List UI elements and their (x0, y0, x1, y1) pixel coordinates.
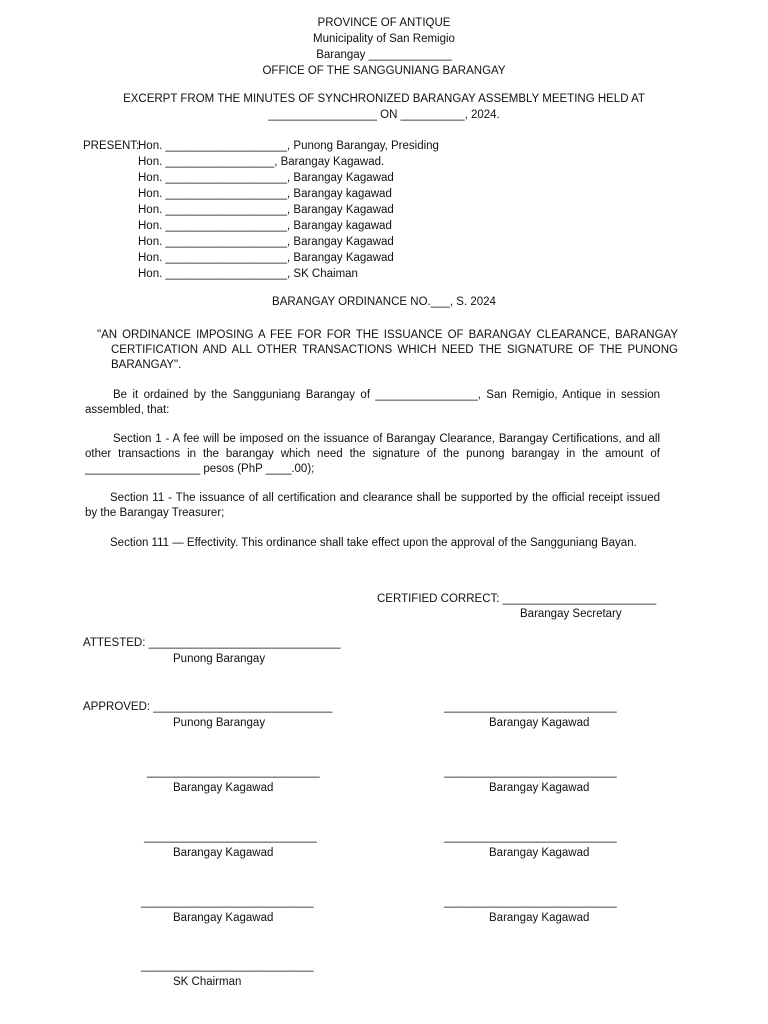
preamble-paragraph: Be it ordained by the Sangguniang Barangay of ________________, San Remigio, Antique in session assembled, that: (85, 389, 660, 416)
kagawad-title: Barangay Kagawad (489, 782, 590, 794)
section-111-paragraph: Section 111 — Effectivity. This ordinance shall take effect upon the approval of the Sangguniang Bayan. (110, 537, 637, 549)
section-11-paragraph: Section 11 - The issuance of all certification and clearance shall be supported by the official receipt issued by the Barangay Treasurer; (85, 492, 660, 519)
present-label: PRESENT: (83, 140, 140, 152)
approved-title: Punong Barangay (173, 717, 266, 729)
office-heading: OFFICE OF THE SANGGUNIANG BARANGAY (262, 65, 506, 77)
present-member: Hon. ___________________, Barangay Kagawad (138, 172, 394, 184)
present-member: Hon. ___________________, Barangay kagawad (138, 220, 392, 232)
kagawad-title: Barangay Kagawad (489, 912, 590, 924)
approved-line: APPROVED: ____________________________ (83, 701, 333, 713)
signature-line: ___________________________ (444, 701, 617, 713)
kagawad-title: Barangay Kagawad (173, 847, 274, 859)
signature-line: ___________________________ (444, 831, 617, 843)
kagawad-title: Barangay Kagawad (489, 847, 590, 859)
present-member: Hon. ___________________, Punong Barangay, Presiding (138, 140, 439, 152)
present-member: Hon. ___________________, Barangay Kagawad (138, 236, 394, 248)
signature-line: ___________________________ (444, 896, 617, 908)
attested-title: Punong Barangay (173, 653, 266, 665)
signature-line: ___________________________ (144, 831, 317, 843)
present-member: Hon. ___________________, Barangay kagawad (138, 188, 392, 200)
sk-chairman-title: SK Chairman (173, 976, 242, 988)
secretary-title: Barangay Secretary (520, 608, 622, 620)
signature-line: ___________________________ (444, 766, 617, 778)
certified-correct-line: CERTIFIED CORRECT: ________________________ (377, 593, 657, 605)
barangay-heading: Barangay _____________ (316, 49, 452, 61)
attested-line: ATTESTED: ______________________________ (83, 637, 341, 649)
signature-line: ___________________________ (141, 960, 314, 972)
present-member: Hon. ___________________, SK Chaiman (138, 268, 358, 280)
excerpt-line-2: _________________ ON __________, 2024. (268, 109, 500, 121)
excerpt-line-1: EXCERPT FROM THE MINUTES OF SYNCHRONIZED BARANGAY ASSEMBLY MEETING HELD AT (123, 93, 645, 105)
present-member: Hon. _________________, Barangay Kagawad. (138, 156, 385, 168)
kagawad-title: Barangay Kagawad (489, 717, 590, 729)
kagawad-title: Barangay Kagawad (173, 782, 274, 794)
section-1-paragraph: Section 1 - A fee will be imposed on the issuance of Barangay Clearance, Barangay Certifications, and all other transactions in the barangay which need the signature of the punong barangay in the amount of __________________ pesos (PhP ____.00); (85, 433, 660, 475)
ordinance-number: BARANGAY ORDINANCE NO.___, S. 2024 (272, 296, 496, 308)
signature-line: ___________________________ (147, 766, 320, 778)
municipality-heading: Municipality of San Remigio (313, 33, 455, 45)
province-heading: PROVINCE OF ANTIQUE (317, 17, 451, 29)
present-member: Hon. ___________________, Barangay Kagawad (138, 252, 394, 264)
ordinance-title: "AN ORDINANCE IMPOSING A FEE FOR FOR THE ISSUANCE OF BARANGAY CLEARANCE, BARANGAY CERTIFICATION AND ALL OTHER TRANSACTIONS WHICH NEED THE SIGNATURE OF THE PUNONG BARANGAY". (97, 329, 678, 371)
present-member: Hon. ___________________, Barangay Kagawad (138, 204, 394, 216)
signature-line: ___________________________ (141, 896, 314, 908)
kagawad-title: Barangay Kagawad (173, 912, 274, 924)
